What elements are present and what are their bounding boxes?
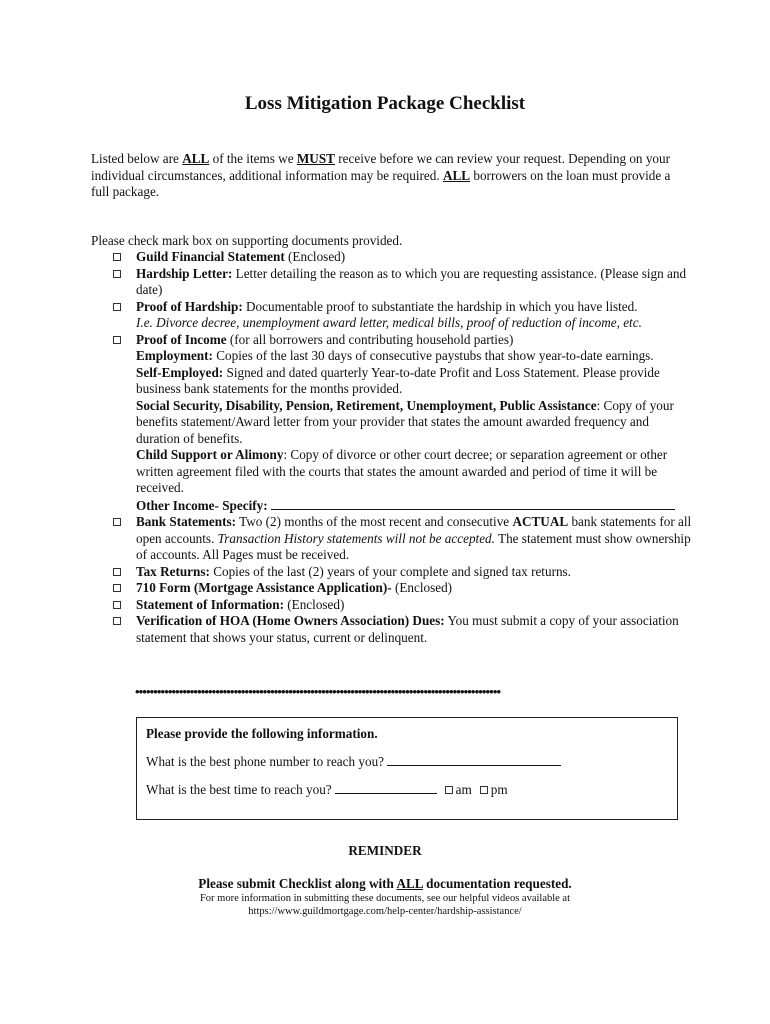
phone-field[interactable] bbox=[387, 754, 561, 766]
checklist-item-bank-statements: Bank Statements: Two (2) months of the most recent and consecutive ACTUAL bank statements for all open accounts. Transaction History statements will not be accepted. The statement must show ownership of accounts. All Pages must be received. bbox=[113, 514, 693, 564]
checklist-item-statement-of-information: Statement of Information: (Enclosed) bbox=[113, 597, 693, 614]
contact-info-box bbox=[136, 717, 678, 820]
checklist-instruction: Please check mark box on supporting documents provided. bbox=[91, 233, 403, 248]
checkbox[interactable] bbox=[113, 601, 121, 609]
help-url[interactable]: https://www.guildmortgage.com/help-center/hardship-assistance/ bbox=[248, 906, 522, 917]
checklist-item-proof-of-hardship: Proof of Hardship: Documentable proof to substantiate the hardship in which you have listed. I.e. Divorce decree, unemployment award letter, medical bills, proof of reduction of income, etc. bbox=[113, 299, 693, 332]
other-income-label: Other Income- Specify: bbox=[136, 497, 271, 513]
checkbox[interactable] bbox=[113, 303, 121, 311]
time-field[interactable] bbox=[335, 782, 437, 794]
intro-paragraph: Listed below are ALL of the items we MUST receive before we can review your request. Depending on your individual circumstances, additional information may be required. ALL borrowers on the loan must provide a full package. bbox=[91, 151, 671, 199]
dotted-separator: •••••••••••••••••••••••••••••••••••••••••••••••••••••••••••••••••••••••••••••••••••••••••••••••••••• bbox=[135, 684, 501, 698]
other-income-field[interactable] bbox=[271, 497, 675, 510]
checklist-item-hoa-verification: Verification of HOA (Home Owners Association) Dues: You must submit a copy of your association statement that shows your status, current or delinquent. bbox=[113, 613, 693, 646]
checkbox[interactable] bbox=[113, 518, 121, 526]
hardship-example-text: I.e. Divorce decree, unemployment award letter, medical bills, proof of reduction of income, etc. bbox=[136, 315, 642, 330]
checkbox[interactable] bbox=[113, 584, 121, 592]
submit-instruction: Please submit Checklist along with ALL documentation requested. bbox=[198, 876, 572, 891]
checklist-item-proof-of-income: Proof of Income (for all borrowers and contributing household parties) Employment: Copies of the last 30 days of consecutive paystubs that show year-to-date earnings. Self-Employed: Signed and dated quarterly Year-to-date Profit and Loss Statement. Please provide business bank statements for the months provided. Social Security, Disability, Pension, Retirement, Unemployment, Public Assistance: Copy of your benefits statement/Award letter from your provider that states the amount awarded frequency and duration of benefits. Child Support or Alimony: Copy of divorce or other court decree; or separation agreement or other written agreement filed with the courts that states the amount awarded and period of time it will be received. Other Income- Specify: bbox=[113, 332, 693, 515]
checkbox[interactable] bbox=[113, 336, 121, 344]
page-title: Loss Mitigation Package Checklist bbox=[244, 93, 526, 114]
checklist-item-tax-returns: Tax Returns: Copies of the last (2) years of your complete and signed tax returns. bbox=[113, 564, 693, 581]
checkbox[interactable] bbox=[113, 253, 121, 261]
checklist-item-710-form: 710 Form (Mortgage Assistance Application)- (Enclosed) bbox=[113, 580, 693, 597]
checkbox[interactable] bbox=[113, 568, 121, 576]
checkbox[interactable] bbox=[113, 270, 121, 278]
phone-question: What is the best phone number to reach you? bbox=[146, 754, 561, 770]
more-info-note: For more information in submitting these documents, see our helpful videos available at https://www.guildmortgage.com/help-center/hardship-assistance/ bbox=[0, 892, 770, 918]
pm-checkbox[interactable] bbox=[480, 786, 488, 794]
checkbox[interactable] bbox=[113, 617, 121, 625]
time-question: What is the best time to reach you? am pm bbox=[146, 782, 508, 797]
checklist bbox=[113, 249, 693, 646]
info-box-header: Please provide the following information. bbox=[146, 726, 378, 741]
reminder-heading: REMINDER bbox=[348, 843, 422, 858]
am-checkbox[interactable] bbox=[445, 786, 453, 794]
checklist-item-guild-financial-statement: Guild Financial Statement (Enclosed) bbox=[113, 249, 693, 266]
checklist-item-hardship-letter: Hardship Letter: Letter detailing the reason as to which you are requesting assistance. (Please sign and date) bbox=[113, 266, 693, 299]
